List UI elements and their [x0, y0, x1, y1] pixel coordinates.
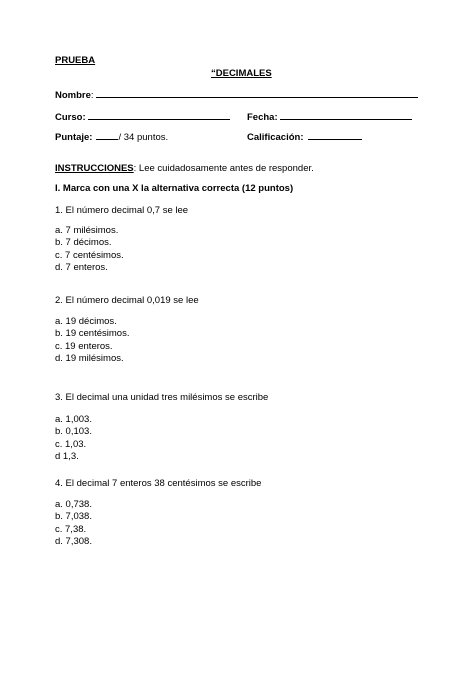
question-4-options	[55, 499, 92, 549]
fecha-label: Fecha:	[247, 112, 278, 123]
subject-title: “DECIMALES	[211, 68, 272, 79]
nombre-label: Nombre	[55, 90, 91, 101]
option-2a[interactable]: a. 19 décimos.	[55, 316, 117, 327]
section-title: I. Marca con una X la alternativa correcta (12 puntos)	[55, 183, 294, 194]
option-2b[interactable]: b. 19 centésimos.	[55, 328, 130, 340]
instructions-text: : Lee cuidadosamente antes de responder.	[133, 163, 314, 174]
puntaje-field[interactable]	[55, 131, 168, 143]
calificacion-label: Calificación:	[247, 132, 304, 143]
question-2: 2. El número decimal 0,019 se lee	[55, 295, 199, 306]
question-1: 1. El número decimal 0,7 se lee	[55, 205, 189, 216]
question-4: 4. El decimal 7 enteros 38 centésimos se escribe	[55, 478, 262, 489]
option-1b[interactable]: b. 7 décimos.	[55, 237, 112, 249]
option-1a[interactable]: a. 7 milésimos.	[55, 225, 119, 236]
option-3a[interactable]: a. 1,003.	[55, 414, 92, 425]
question-3: 3. El decimal una unidad tres milésimos se escribe	[55, 392, 269, 403]
instructions-label: INSTRUCCIONES	[55, 163, 134, 174]
option-1d[interactable]: d. 7 enteros.	[55, 262, 108, 274]
fecha-blank[interactable]	[280, 111, 412, 120]
curso-blank[interactable]	[88, 111, 230, 120]
option-1c[interactable]: c. 7 centésimos.	[55, 249, 124, 261]
option-2d[interactable]: d. 19 milésimos.	[55, 353, 124, 365]
option-4d[interactable]: d. 7,308.	[55, 536, 92, 548]
curso-label: Curso:	[55, 112, 86, 123]
question-3-options	[55, 414, 92, 464]
puntaje-label: Puntaje:	[55, 132, 93, 143]
question-1-options	[55, 225, 124, 275]
calificacion-blank[interactable]	[308, 131, 362, 140]
question-2-options	[55, 316, 129, 366]
option-4c[interactable]: c. 7,38.	[55, 523, 87, 535]
option-3c[interactable]: c. 1,03.	[55, 438, 87, 450]
option-4b[interactable]: b. 7,038.	[55, 511, 92, 523]
fecha-field[interactable]	[247, 111, 412, 123]
puntaje-suffix: / 34 puntos.	[118, 132, 169, 143]
nombre-field[interactable]: Nombre:	[55, 89, 418, 101]
prueba-label: PRUEBA	[55, 55, 96, 66]
curso-field[interactable]	[55, 111, 230, 123]
calificacion-field[interactable]	[247, 131, 362, 143]
option-2c[interactable]: c. 19 enteros.	[55, 340, 113, 352]
option-3d[interactable]: d 1,3.	[55, 451, 79, 463]
nombre-blank[interactable]	[96, 89, 418, 98]
option-3b[interactable]: b. 0,103.	[55, 426, 92, 438]
puntaje-blank[interactable]	[96, 131, 118, 140]
instructions	[55, 164, 314, 174]
option-4a[interactable]: a. 0,738.	[55, 499, 92, 510]
